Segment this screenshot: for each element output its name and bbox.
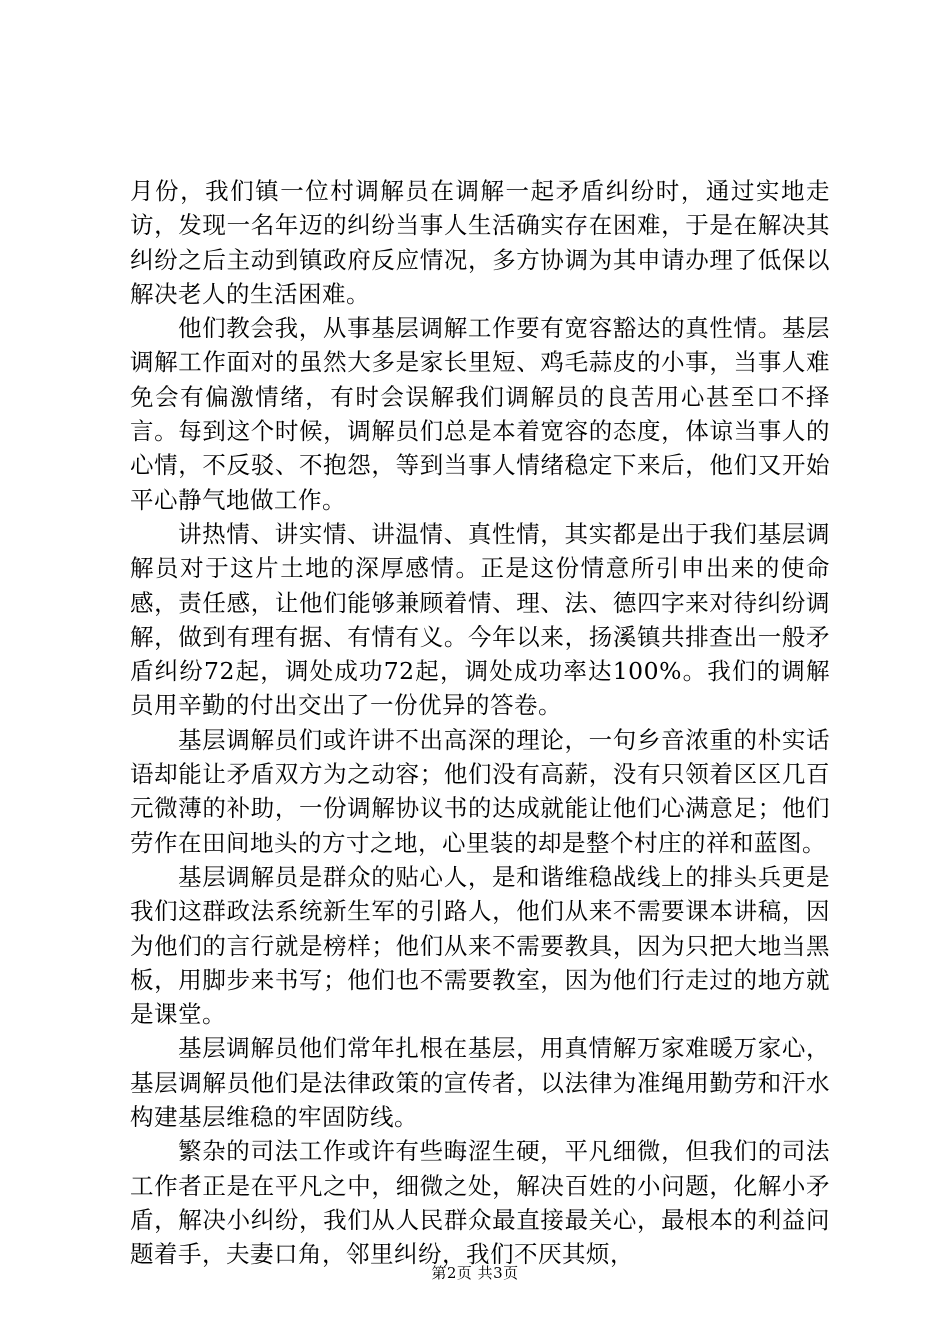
paragraph-continued: 月份，我们镇一位村调解员在调解一起矛盾纠纷时，通过实地走访，发现一名年迈的纠纷当事人生活确实存在困难，于是在解决其纠纷之后主动到镇政府反应情况，多方协调为其申请办理了低保以解决老人的生活困难。	[130, 177, 830, 308]
paragraph: 基层调解员他们常年扎根在基层，用真情解万家难暖万家心，基层调解员他们是法律政策的宣传者，以法律为准绳用勤劳和汗水构建基层维稳的牢固防线。	[130, 1034, 830, 1132]
paragraph: 繁杂的司法工作或许有些晦涩生硬，平凡细微，但我们的司法工作者正是在平凡之中，细微之处，解决百姓的小问题，化解小矛盾，解决小纠纷，我们从人民群众最直接最关心，最根本的利益问题着手，夫妻口角，邻里纠纷，我们不厌其烦，	[130, 1137, 830, 1269]
page-number: 第2页 共3页	[431, 1264, 519, 1282]
paragraph: 基层调解员是群众的贴心人，是和谐维稳战线上的排头兵更是我们这群政法系统新生军的引路人，他们从来不需要课本讲稿，因为他们的言行就是榜样；他们从来不需要教具，因为只把大地当黑板，用脚步来书写；他们也不需要教室，因为他们行走过的地方就是课堂。	[130, 862, 830, 1029]
paragraph: 基层调解员们或许讲不出高深的理论，一句乡音浓重的朴实话语却能让矛盾双方为之动容；他们没有高薪，没有只领着区区几百元微薄的补助，一份调解协议书的达成就能让他们心满意足；他们劳作在田间地头的方寸之地，心里装的却是整个村庄的祥和蓝图。	[130, 725, 830, 857]
paragraph: 他们教会我，从事基层调解工作要有宽容豁达的真性情。基层调解工作面对的虽然大多是家长里短、鸡毛蒜皮的小事，当事人难免会有偏激情绪，有时会误解我们调解员的良苦用心甚至口不择言。每到这个时候，调解员们总是本着宽容的态度，体谅当事人的心情，不反驳、不抱怨，等到当事人情绪稳定下来后，他们又开始平心静气地做工作。	[130, 314, 830, 514]
paragraph: 讲热情、讲实情、讲温情、真性情，其实都是出于我们基层调解员对于这片土地的深厚感情。正是这份情意所引申出来的使命感，责任感，让他们能够兼顾着情、理、法、德四字来对待纠纷调解，做到有理有据、有情有义。今年以来，扬溪镇共排查出一般矛盾纠纷72起，调处成功72起，调处成功率达100%。我们的调解员用辛勤的付出交出了一份优异的答卷。	[130, 519, 830, 720]
document-body	[130, 174, 830, 1272]
page-footer	[0, 1263, 950, 1283]
